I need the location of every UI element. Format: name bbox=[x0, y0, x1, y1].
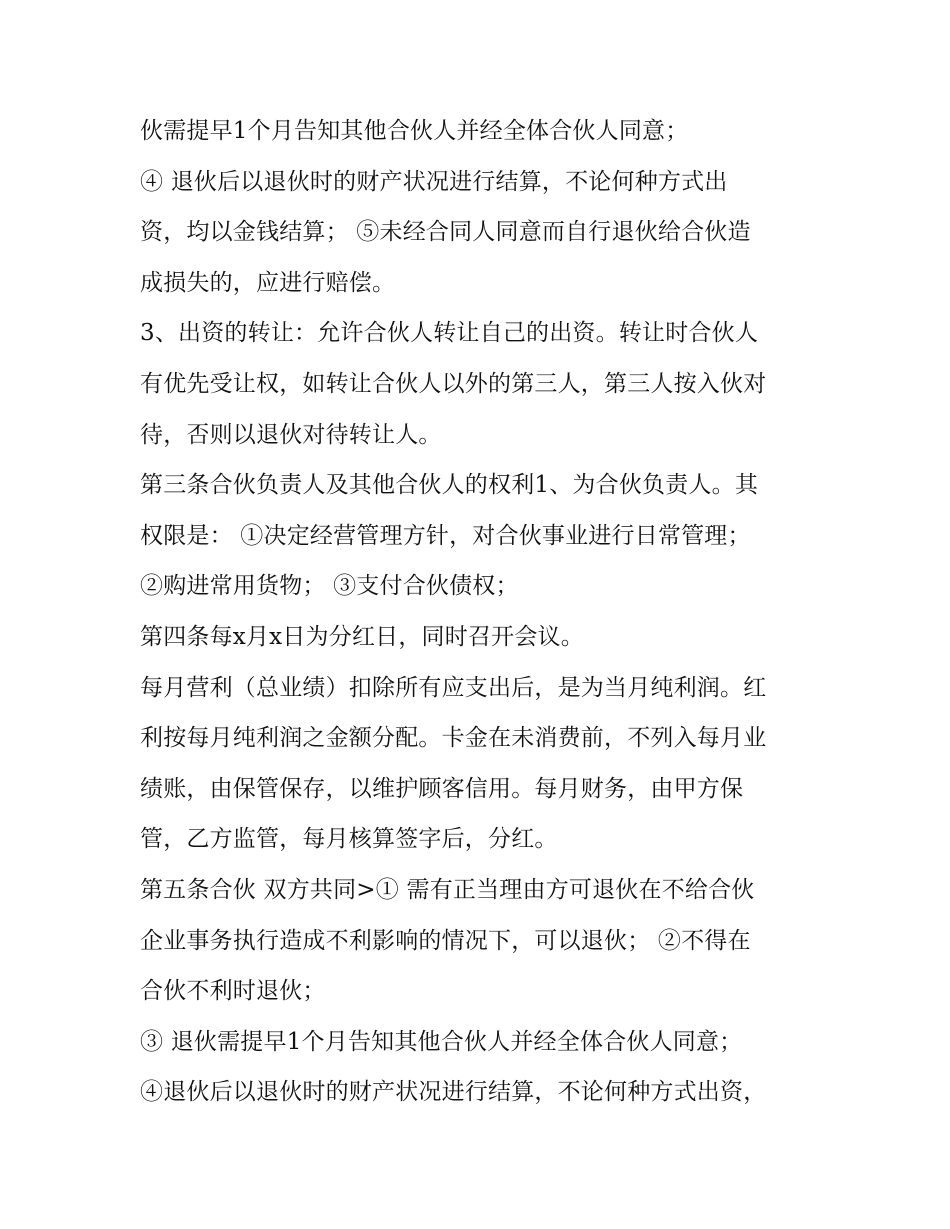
text-line: 成损失的，应进行赔偿。 bbox=[140, 269, 396, 296]
text-line: 有优先受让权，如转让合伙人以外的第三人，第三人按入伙对 bbox=[140, 370, 767, 397]
text-line: 伙需提早1个月告知其他合伙人并经全体合伙人同意； bbox=[140, 118, 689, 144]
text-line: 3、出资的转让：允许合伙人转让自己的出资。转让时合伙人 bbox=[140, 320, 759, 347]
document-body bbox=[140, 106, 830, 1118]
text-line: 企业事务执行造成不利影响的情况下，可以退伙； ②不得在 bbox=[140, 927, 751, 954]
text-line: 利按每月纯利润之金额分配。卡金在未消费前，不列入每月业 bbox=[140, 725, 767, 752]
text-line: 第四条每x月x日为分红日，同时召开会议。 bbox=[140, 623, 584, 650]
text-line: ③ 退伙需提早1个月告知其他合伙人并经全体合伙人同意； bbox=[140, 1028, 743, 1055]
text-line: 第五条合伙 双方共同>① 需有正当理由方可退伙在不给合伙 bbox=[140, 876, 755, 903]
text-line: ④退伙后以退伙时的财产状况进行结算，不论何种方式出资， bbox=[140, 1079, 767, 1106]
text-line: 第三条合伙负责人及其他合伙人的权利1、为合伙负责人。其 bbox=[140, 472, 759, 499]
text-line: 每月营利（总业绩）扣除所有应支出后，是为当月纯利润。红 bbox=[140, 674, 767, 701]
text-line: ②购进常用货物； ③支付合伙债权； bbox=[140, 573, 519, 600]
text-line: 管，乙方监管，每月核算签字后，分红。 bbox=[140, 826, 558, 853]
text-line: 合伙不利时退伙； bbox=[140, 978, 326, 1005]
text-line: 绩账，由保管保存，以维护顾客信用。每月财务，由甲方保 bbox=[140, 775, 744, 802]
text-line: ④ 退伙后以退伙时的财产状况进行结算，不论何种方式出 bbox=[140, 168, 728, 195]
text-line: 资，均以金钱结算； ⑤未经合同人同意而自行退伙给合伙造 bbox=[140, 219, 751, 246]
text-line: 权限是： ①决定经营管理方针，对合伙事业进行日常管理； bbox=[140, 522, 751, 549]
text-line: 待，否则以退伙对待转让人。 bbox=[140, 421, 442, 448]
